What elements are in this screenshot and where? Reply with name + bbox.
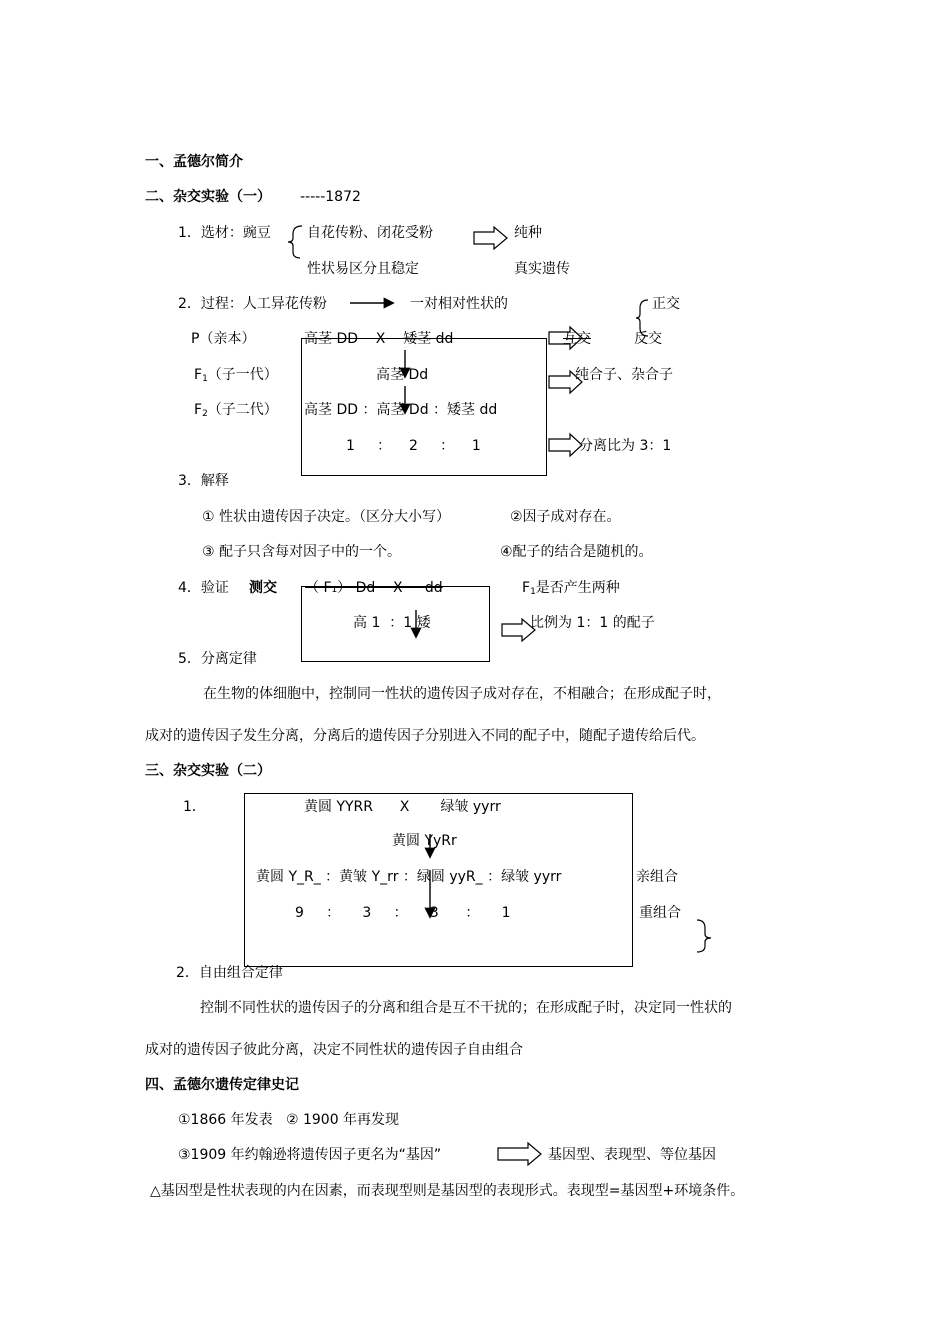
segregation-law-line-2: 成对的遗传因子发生分离，分离后的遗传因子分别进入不同的配子中，随配子遗传给后代。 (145, 728, 705, 744)
section-4-title: 四、孟德尔遗传定律史记 (145, 1077, 299, 1093)
independent-assortment-line-2: 成对的遗传因子彼此分离，决定不同性状的遗传因子自由组合 (145, 1042, 523, 1058)
item5-label: 5．分离定律 (178, 651, 257, 667)
hollow-arrow-gene-icon (498, 1143, 541, 1165)
recombination: 重组合 (639, 905, 681, 921)
hollow-arrow-f1-icon (549, 371, 582, 393)
ratio-note: 分离比为 3：1 (579, 438, 672, 454)
hollow-arrow-pure-icon (474, 227, 507, 249)
trait-selfing: 自花传粉、闭花受粉 (307, 225, 433, 241)
testcross-note-1: $F_1$是否产生两种 (522, 580, 620, 597)
pure-breed: 纯种 (514, 225, 542, 241)
trait-stable: 性状易区分且稳定 (307, 261, 419, 277)
dihybrid-f2: 黄圆 Y_R_ ：黄皱 Y_rr ：绿圆 yyR_ ：绿皱 yyrr (256, 869, 562, 885)
testcross-note-2: 比例为 1：1 的配子 (530, 615, 655, 631)
section-1-title: 一、孟德尔简介 (145, 154, 243, 170)
history-line-2: ③1909 年约翰逊将遗传因子更名为“基因” (178, 1147, 442, 1163)
explanation-4: ④配子的结合是随机的。 (500, 544, 653, 560)
true-inheritance: 真实遗传 (514, 261, 570, 277)
independent-assortment-line-1: 控制不同性状的遗传因子的分离和组合是互不干扰的；在形成配子时，决定同一性状的 (200, 1000, 732, 1016)
hollow-arrow-testcross-icon (502, 619, 535, 641)
f2-label: $F_2$（子二代） (194, 402, 278, 419)
item2-label: 2．过程：人工异花传粉 (178, 296, 327, 312)
item3-1-label: 1． (183, 799, 206, 815)
item3-2-label: 2．自由组合定律 (176, 965, 283, 981)
parental-combination: 亲组合 (636, 869, 678, 885)
dihybrid-f1: 黄圆 YyRr (392, 833, 457, 849)
f2-value: 高茎 DD ：高茎 Dd ：矮茎 dd (304, 402, 498, 418)
brace-combination-icon (697, 920, 711, 952)
f1-label: $F_1$（子一代） (194, 367, 278, 384)
testcross-result: 高 1 ：1 矮 (353, 615, 431, 631)
reciprocal-reverse: 反交 (634, 331, 662, 347)
p-cross: 高茎 DD X 矮茎 dd (304, 331, 454, 347)
history-note: △基因型是性状表现的内在因素，而表现型则是基因型的表现形式。表现型=基因型+环境条件。 (150, 1183, 745, 1199)
section-3-title: 三、杂交实验（二） (145, 763, 271, 779)
item4-label: 4．验证 (178, 580, 229, 596)
dihybrid-parents: 黄圆 YYRR X 绿皱 yyrr (304, 799, 501, 815)
explanation-2: ②因子成对存在。 (510, 509, 621, 525)
hollow-arrow-p-icon (549, 327, 582, 349)
item1-label: 1．选材：豌豆 (178, 225, 271, 241)
hollow-arrow-ratio-icon (549, 434, 582, 456)
segregation-law-line-1: 在生物的体细胞中，控制同一性状的遗传因子成对存在，不相融合；在形成配子时， (203, 686, 721, 702)
segregation-ratio: 1 ： 2 ： 1 (346, 438, 481, 454)
reciprocal-forward: 正交 (652, 296, 680, 312)
reciprocal-cross: 互交 (563, 331, 591, 347)
explanation-1: ① 性状由遗传因子决定。（区分大小写） (202, 509, 450, 525)
p-label: P（亲本） (191, 331, 256, 347)
dihybrid-ratio: 9 ： 3 ： 3 ： 1 (295, 905, 511, 921)
testcross-parents: （ F₁） Dd X dd (305, 580, 443, 596)
f1-note: 纯合子、杂合子 (575, 367, 673, 383)
brace-reciprocal-icon (636, 300, 648, 336)
explanation-3: ③ 配子只含每对因子中的一个。 (202, 544, 402, 560)
testcross-label: 测交 (249, 580, 277, 596)
section-2-title: 二、杂交实验（一） (145, 189, 271, 205)
brace-material-icon (288, 226, 302, 258)
one-pair-traits: 一对相对性状的 (410, 296, 508, 312)
item3-label: 3．解释 (178, 473, 229, 489)
year-note: -----1872 (300, 189, 361, 205)
f1-value: 高茎 Dd (376, 367, 429, 383)
history-line-2-result: 基因型、表现型、等位基因 (548, 1147, 716, 1163)
history-line-1: ①1866 年发表 ② 1900 年再发现 (178, 1112, 400, 1128)
